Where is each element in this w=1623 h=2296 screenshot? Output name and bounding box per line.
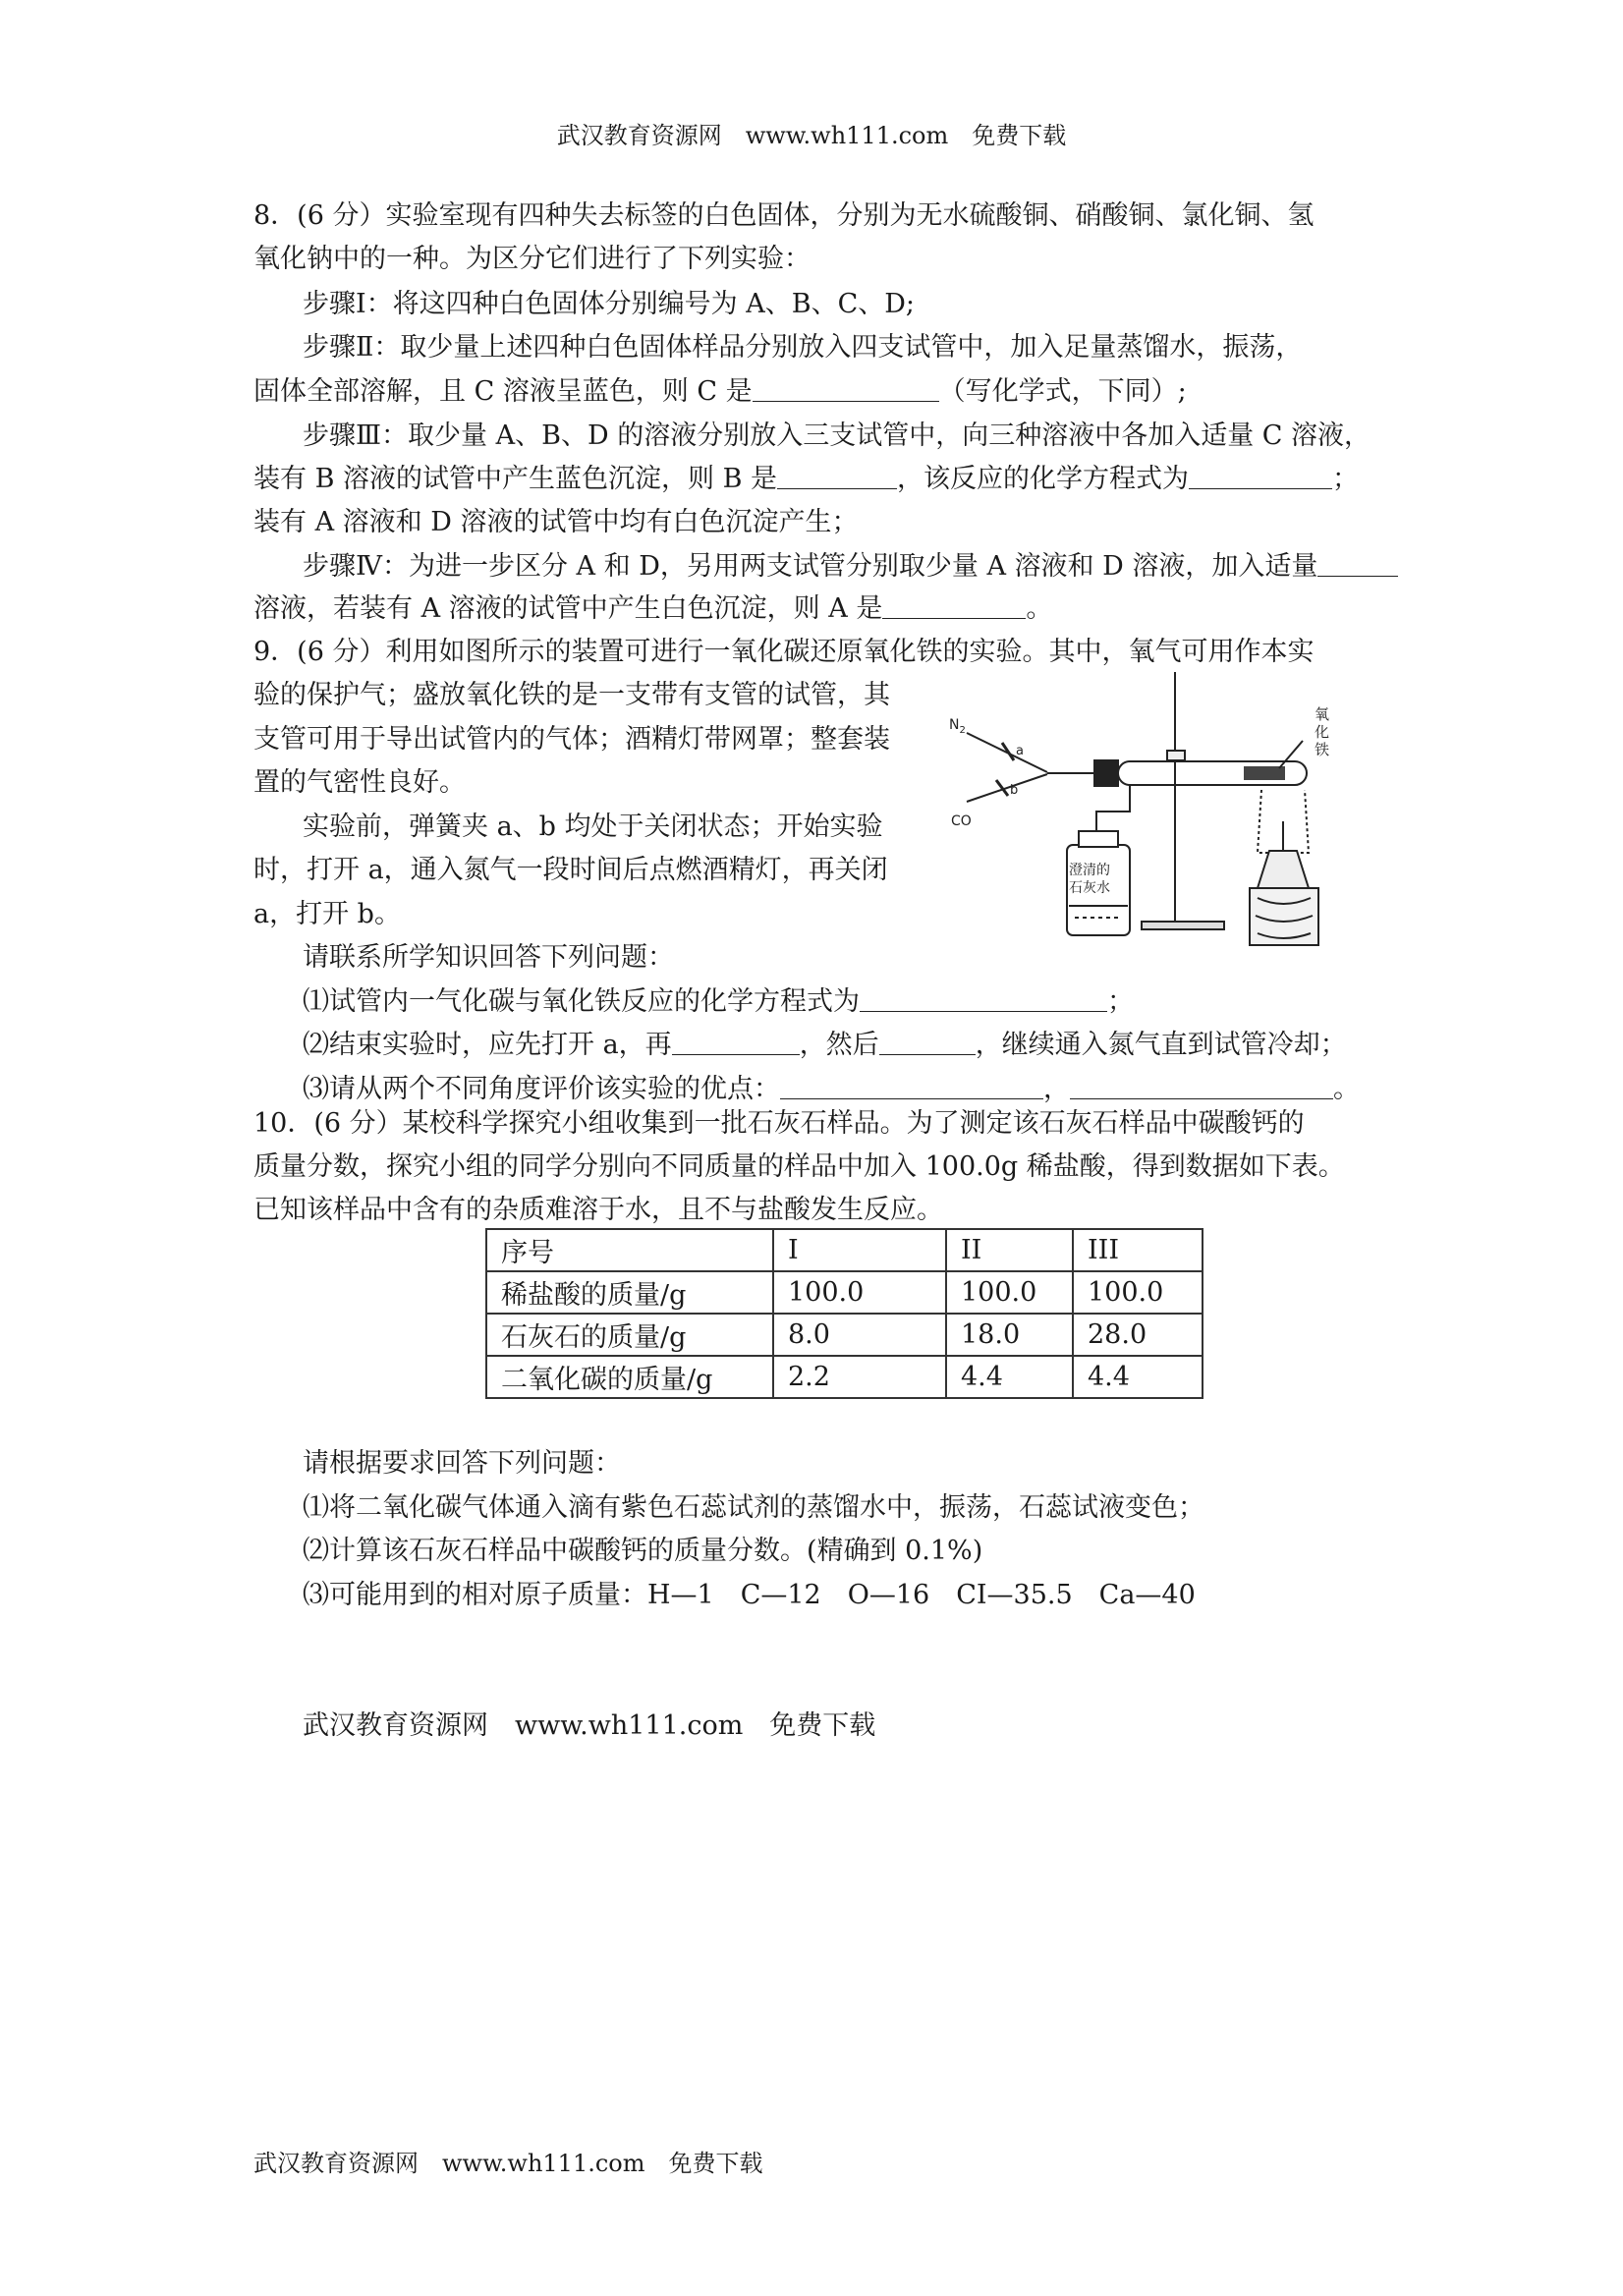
table-cell: 8.0 bbox=[773, 1314, 946, 1356]
bottle-neck bbox=[1079, 831, 1118, 847]
q9-part-2-mid: ，然后 bbox=[799, 1030, 879, 1060]
q9-line-5: 实验前，弹簧夹 a、b 均处于关闭状态；开始实验 bbox=[303, 812, 883, 842]
table-row bbox=[486, 1356, 1203, 1398]
table-header-cell: III bbox=[1073, 1229, 1203, 1271]
q9-part-1 bbox=[303, 982, 1134, 1022]
n2-label: $N_2$ bbox=[949, 717, 966, 736]
iron-oxide-label-2: 化 bbox=[1315, 723, 1330, 741]
table-cell: 18.0 bbox=[946, 1314, 1073, 1356]
q8-line-2: 氧化钠中的一种。为区分它们进行了下列实验： bbox=[253, 244, 811, 274]
table-header-cell: I bbox=[773, 1229, 946, 1271]
table-header-row bbox=[486, 1229, 1203, 1271]
stand-clamp bbox=[1167, 751, 1185, 760]
limewater-label-1: 澄清的 bbox=[1069, 863, 1110, 878]
clamp-a-label: a bbox=[1016, 744, 1024, 758]
q10-part-3: ⑶可能用到的相对原子质量：H—1 C—12 O—16 CI—35.5 Ca—40 bbox=[303, 1580, 1196, 1610]
table-cell: 石灰石的质量/g bbox=[486, 1314, 773, 1356]
q9-line-4: 置的气密性良好。 bbox=[253, 767, 466, 798]
table-header-cell: 序号 bbox=[486, 1229, 773, 1271]
q8-step-4a-text: 步骤Ⅳ：为进一步区分 A 和 D，另用两支试管分别取少量 A 溶液和 D 溶液，加入适量 bbox=[303, 551, 1318, 582]
table-cell: 4.4 bbox=[1073, 1356, 1203, 1398]
table-cell: 二氧化碳的质量/g bbox=[486, 1356, 773, 1398]
table-cell: 100.0 bbox=[946, 1271, 1073, 1314]
q9-line-7: a，打开 b。 bbox=[253, 899, 401, 929]
stopper bbox=[1094, 760, 1118, 786]
q10-line-1: 10．(6 分）某校科学探究小组收集到一批石灰石样品。为了测定该石灰石样品中碳酸钙的 bbox=[253, 1108, 1305, 1139]
q9-part-1-end: ； bbox=[1107, 986, 1134, 1017]
answer-blank-c[interactable] bbox=[753, 375, 939, 402]
q8-step-3b-end: ； bbox=[1332, 464, 1360, 494]
alcohol-lamp bbox=[1258, 851, 1309, 888]
q8-step-2a: 步骤Ⅱ：取少量上述四种白色固体样品分别放入四支试管中，加入足量蒸馏水，振荡， bbox=[303, 332, 1303, 363]
iron-oxide-label-1: 氧 bbox=[1315, 705, 1330, 723]
iron-oxide-label-3: 铁 bbox=[1315, 741, 1330, 758]
table-row bbox=[486, 1271, 1203, 1314]
answer-blank-reagent[interactable] bbox=[1317, 550, 1398, 577]
table-cell: 100.0 bbox=[1073, 1271, 1203, 1314]
footer-middle: 武汉教育资源网 www.wh111.com 免费下载 bbox=[303, 1710, 876, 1741]
answer-blank-equation[interactable] bbox=[1189, 463, 1332, 489]
table-cell: 稀盐酸的质量/g bbox=[486, 1271, 773, 1314]
q10-prompt: 请根据要求回答下列问题： bbox=[303, 1448, 621, 1479]
q8-step-4a bbox=[303, 547, 1398, 587]
q9-line-1: 9．(6 分）利用如图所示的装置可进行一氧化碳还原氧化铁的实验。其中，氧气可用作本实 bbox=[253, 637, 1315, 667]
limewater-label-2: 石灰水 bbox=[1069, 880, 1110, 896]
answer-blank-equation-9[interactable] bbox=[860, 985, 1107, 1012]
q9-part-1-text: ⑴试管内一气化碳与氧化铁反应的化学方程式为 bbox=[303, 986, 860, 1017]
q9-line-2: 验的保护气；盛放氧化铁的是一支带有支管的试管，其 bbox=[253, 680, 890, 710]
answer-blank-b[interactable] bbox=[777, 463, 897, 489]
data-table bbox=[485, 1228, 1203, 1399]
table-cell: 28.0 bbox=[1073, 1314, 1203, 1356]
answer-blank-step-1[interactable] bbox=[672, 1029, 800, 1055]
q8-step-4b-end: 。 bbox=[1026, 593, 1053, 624]
q9-prompt: 请联系所学知识回答下列问题： bbox=[303, 942, 674, 973]
q9-part-3-mid: ， bbox=[1043, 1074, 1070, 1104]
answer-blank-advantage-1[interactable] bbox=[780, 1073, 1043, 1099]
q9-part-2-text: ⑵结束实验时，应先打开 a，再 bbox=[303, 1030, 672, 1060]
q8-step-3b bbox=[253, 460, 1359, 499]
q8-line-1: 8．(6 分）实验室现有四种失去标签的白色固体，分别为无水硫酸铜、硝酸铜、氯化铜、氢 bbox=[253, 200, 1315, 231]
q8-step-2b bbox=[253, 372, 1187, 412]
co-tube bbox=[967, 774, 1047, 802]
q9-line-3: 支管可用于导出试管内的气体；酒精灯带网罩；整套装 bbox=[253, 724, 890, 755]
q8-step-2b-text: 固体全部溶解，且 C 溶液呈蓝色，则 C 是 bbox=[253, 376, 753, 407]
page-footer: 武汉教育资源网 www.wh111.com 免费下载 bbox=[253, 2150, 763, 2177]
q9-line-6: 时，打开 a，通入氮气一段时间后点燃酒精灯，再关闭 bbox=[253, 855, 888, 885]
table-cell: 2.2 bbox=[773, 1356, 946, 1398]
table-row bbox=[486, 1314, 1203, 1356]
answer-blank-step-2[interactable] bbox=[879, 1029, 976, 1055]
q9-part-2 bbox=[303, 1026, 1347, 1065]
iron-oxide-pointer bbox=[1279, 741, 1303, 768]
q8-step-3b-text: 装有 B 溶液的试管中产生蓝色沉淀，则 B 是 bbox=[253, 464, 778, 494]
q9-part-3-text: ⑶请从两个不同角度评价该实验的优点： bbox=[303, 1074, 780, 1104]
q8-step-3c: 装有 A 溶液和 D 溶液的试管中均有白色沉淀产生； bbox=[253, 507, 859, 537]
apparatus-diagram bbox=[949, 664, 1362, 959]
answer-blank-advantage-2[interactable] bbox=[1070, 1073, 1333, 1099]
q8-step-3b-mid: ，该反应的化学方程式为 bbox=[897, 464, 1190, 494]
q8-step-4b-text: 溶液，若装有 A 溶液的试管中产生白色沉淀，则 A 是 bbox=[253, 593, 883, 624]
q10-part-2: ⑵计算该石灰石样品中碳酸钙的质量分数。(精确到 0.1%) bbox=[303, 1536, 983, 1566]
page-header: 武汉教育资源网 www.wh111.com 免费下载 bbox=[556, 122, 1067, 149]
table-cell: 4.4 bbox=[946, 1356, 1073, 1398]
table-header-cell: II bbox=[946, 1229, 1073, 1271]
stand-base bbox=[1142, 922, 1224, 929]
q8-step-1: 步骤Ⅰ：将这四种白色固体分别编号为 A、B、C、D; bbox=[303, 289, 915, 319]
q10-line-3: 已知该样品中含有的杂质难溶于水，且不与盐酸发生反应。 bbox=[253, 1195, 943, 1225]
iron-oxide-sample bbox=[1244, 766, 1285, 780]
table-cell: 100.0 bbox=[773, 1271, 946, 1314]
co-label: CO bbox=[951, 813, 972, 829]
q8-step-4b bbox=[253, 589, 1052, 629]
clamp-b-label: b bbox=[1010, 783, 1019, 798]
q9-part-2-end: ，继续通入氮气直到试管冷却； bbox=[975, 1030, 1347, 1060]
q9-part-3 bbox=[303, 1070, 1360, 1109]
q10-line-2: 质量分数，探究小组的同学分别向不同质量的样品中加入 100.0g 稀盐酸，得到数据如下表。 bbox=[253, 1151, 1345, 1182]
answer-blank-a[interactable] bbox=[882, 592, 1026, 619]
q10-part-1: ⑴将二氧化碳气体通入滴有紫色石蕊试剂的蒸馏水中，振荡，石蕊试液变色； bbox=[303, 1492, 1204, 1523]
q9-part-3-end: 。 bbox=[1333, 1074, 1360, 1104]
q8-step-2b-note: （写化学式，下同）; bbox=[938, 376, 1187, 407]
q8-step-3a: 步骤Ⅲ：取少量 A、B、D 的溶液分别放入三支试管中，向三种溶液中各加入适量 C 溶液， bbox=[303, 420, 1371, 451]
